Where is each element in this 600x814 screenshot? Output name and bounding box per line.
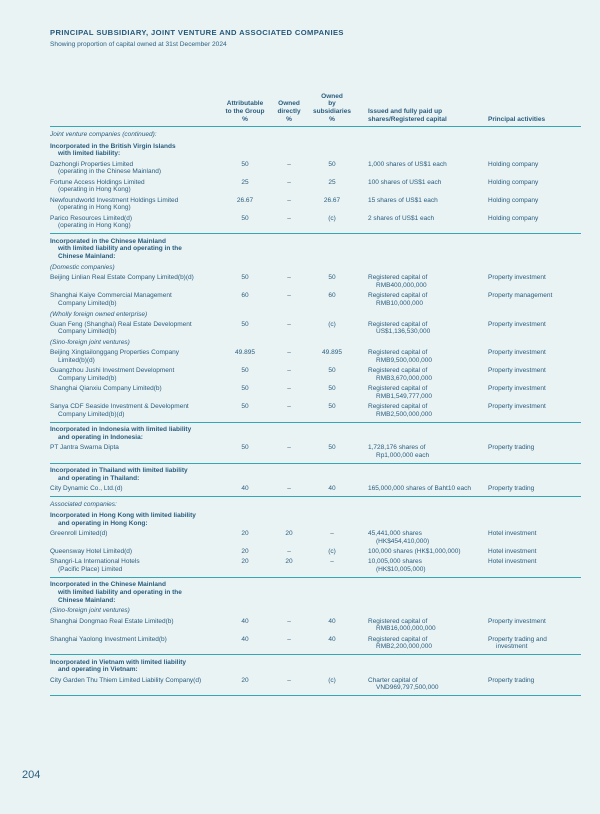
table-row <box>50 215 581 230</box>
text-line: % <box>329 115 335 123</box>
incorporation-section-heading <box>50 512 581 528</box>
table-row <box>50 548 581 556</box>
text-line: Registered capital of <box>368 367 428 375</box>
principal-activity <box>488 349 581 364</box>
section-divider-rule <box>50 463 581 464</box>
text-line: Registered capital of <box>368 635 428 643</box>
attributable-percent: 50 <box>241 367 249 375</box>
text-line: Holding company <box>488 160 539 168</box>
text-line: RMB9,500,000,000 <box>376 357 433 365</box>
attributable-percent: 50 <box>241 320 249 328</box>
owned-directly-percent: 20 <box>285 529 293 537</box>
text-line: 1,728,176 shares of <box>368 444 426 452</box>
owned-by-subsidiaries-percent: 40 <box>328 635 336 643</box>
issued-capital <box>356 367 488 382</box>
text-line: Incorporated in Thailand with limited liability <box>50 467 188 475</box>
issued-capital <box>356 677 488 692</box>
owned-directly-percent: – <box>287 635 291 643</box>
page-number: 204 <box>22 769 41 781</box>
company-name <box>50 636 220 651</box>
text-line: Property investment <box>488 320 546 328</box>
principal-activity <box>488 179 581 194</box>
text-line: City Dynamic Co., Ltd.(d) <box>50 485 123 493</box>
text-line: RMB1,549,777,000 <box>376 393 433 401</box>
text-line: Property trading <box>488 444 535 452</box>
owned-directly-percent: – <box>287 349 291 357</box>
incorporation-section-heading <box>50 581 581 604</box>
text-line: and operating in Hong Kong: <box>58 519 148 527</box>
owned-by-subsidiaries-percent: 25 <box>328 178 336 186</box>
owned-directly-percent: – <box>287 320 291 328</box>
text-line: Chinese Mainland: <box>58 596 116 604</box>
owned-directly-percent: – <box>287 676 291 684</box>
text-line: 100 shares of US$1 each <box>368 178 442 186</box>
company-name <box>50 321 220 336</box>
issued-capital <box>356 636 488 651</box>
table-row <box>50 403 581 418</box>
text-line: Fortune Access Holdings Limited <box>50 178 145 186</box>
table-row <box>50 530 581 545</box>
text-line: and operating in Vietnam: <box>58 666 138 674</box>
issued-capital <box>356 321 488 336</box>
text-line: and operating in Indonesia: <box>58 434 143 442</box>
table-body <box>50 131 581 696</box>
principal-activity <box>488 403 581 418</box>
text-line: Company Limited(b)(d) <box>58 411 125 419</box>
principal-activity <box>488 367 581 382</box>
text-line: with limited liability and operating in the <box>58 245 182 253</box>
text-line: Property trading <box>488 676 535 684</box>
section-divider-rule <box>50 422 581 423</box>
text-line: 1,000 shares of US$1 each <box>368 160 447 168</box>
issued-capital <box>356 558 488 573</box>
principal-activity <box>488 274 581 289</box>
text-line: Newfoundworld Investment Holdings Limited <box>50 196 179 204</box>
header-owned-directly <box>270 100 308 123</box>
attributable-percent: 25 <box>241 178 249 186</box>
text-line: US$1,136,530,000 <box>376 328 431 336</box>
text-line: Dazhongli Properties Limited <box>50 160 134 168</box>
owned-directly-percent: – <box>287 178 291 186</box>
company-name <box>50 179 220 194</box>
owned-by-subsidiaries-percent: 26.67 <box>323 196 341 204</box>
issued-capital <box>356 485 488 493</box>
owned-directly-percent: – <box>287 547 291 555</box>
text-line: Rp1,000,000 each <box>376 452 430 460</box>
attributable-percent: 40 <box>241 485 249 493</box>
text-line: PT Jantra Swarna Dipta <box>50 444 119 452</box>
text-line: Issued and fully paid up <box>368 107 443 115</box>
owned-directly-percent: – <box>287 403 291 411</box>
text-line: Registered capital of <box>368 292 428 300</box>
text-line: and operating in Thailand: <box>58 475 140 483</box>
issued-capital <box>356 618 488 633</box>
text-line: Property trading and <box>488 635 547 643</box>
owned-by-subsidiaries-percent: (c) <box>328 676 336 684</box>
table-row <box>50 321 581 336</box>
table-row <box>50 349 581 364</box>
text-line: Shanghai Kaiye Commercial Management <box>50 292 172 300</box>
text-line: Limited(b)(d) <box>58 357 95 365</box>
text-line: Incorporated in the Chinese Mainland <box>50 237 166 245</box>
attributable-percent: 50 <box>241 274 249 282</box>
text-line: RMB2,500,000,000 <box>376 411 433 419</box>
owned-directly-percent: 20 <box>285 558 293 566</box>
text-line: Registered capital of <box>368 403 428 411</box>
incorporation-section-heading <box>50 659 581 675</box>
principal-activity <box>488 618 581 633</box>
text-line: (HK$10,005,000) <box>376 565 426 573</box>
group-note: (Sino-foreign joint ventures) <box>50 339 130 347</box>
text-line: Greenroll Limited(d) <box>50 529 108 537</box>
table-row <box>50 558 581 573</box>
text-line: Owned <box>321 92 343 100</box>
company-name <box>50 444 220 459</box>
text-line: City Garden Thu Thiem Limited Liability Company(d) <box>50 676 202 684</box>
text-line: (Pacific Place) Limited <box>58 565 123 573</box>
owned-directly-percent: – <box>287 385 291 393</box>
company-name <box>50 292 220 307</box>
text-line: Attributable <box>226 100 264 108</box>
text-line: (operating in Hong Kong) <box>58 222 131 230</box>
principal-activity <box>488 444 581 459</box>
page-title: PRINCIPAL SUBSIDIARY, JOINT VENTURE AND ASSOCIATED COMPANIES <box>50 28 344 37</box>
owned-directly-percent: – <box>287 485 291 493</box>
text-line: Shanghai Qianxiu Company Limited(b) <box>50 385 162 393</box>
principal-activity <box>488 485 581 493</box>
attributable-percent: 26.67 <box>236 196 254 204</box>
header-issued-capital <box>356 108 488 123</box>
text-line: Shangri-La International Hotels <box>50 558 140 566</box>
attributable-percent: 40 <box>241 617 249 625</box>
owned-by-subsidiaries-percent: – <box>330 558 334 566</box>
issued-capital <box>356 548 488 556</box>
table-row <box>50 636 581 651</box>
table-row <box>50 485 581 493</box>
text-line: RMB2,200,000,000 <box>376 643 433 651</box>
text-line: Registered capital of <box>368 617 428 625</box>
company-name <box>50 215 220 230</box>
text-line: Chinese Mainland: <box>58 253 116 261</box>
owned-directly-percent: – <box>287 214 291 222</box>
text-line: Queensway Hotel Limited(d) <box>50 547 133 555</box>
principal-activity <box>488 558 581 573</box>
table-row <box>50 161 581 176</box>
report-page <box>50 28 581 700</box>
text-line: Hotel investment <box>488 547 537 555</box>
owned-by-subsidiaries-percent: 50 <box>328 403 336 411</box>
principal-activity <box>488 292 581 307</box>
owned-directly-percent: – <box>287 274 291 282</box>
company-name <box>50 558 220 573</box>
header-attributable-to-group <box>220 100 270 123</box>
company-name <box>50 197 220 212</box>
owned-by-subsidiaries-percent: 49.895 <box>322 349 342 357</box>
company-name <box>50 548 220 556</box>
attributable-percent: 50 <box>241 160 249 168</box>
text-line: RMB10,000,000 <box>376 299 423 307</box>
text-line: Principal activities <box>488 115 546 123</box>
text-line: Hotel investment <box>488 529 537 537</box>
text-line: investment <box>496 643 528 651</box>
table-row <box>50 179 581 194</box>
attributable-percent: 20 <box>241 529 249 537</box>
group-note: (Wholly foreign owned enterprise) <box>50 310 148 318</box>
table-row <box>50 444 581 459</box>
text-line: Sanya CDF Seaside Investment & Development <box>50 403 189 411</box>
text-line: Beijing Xingtailonggang Properties Company <box>50 349 179 357</box>
owned-directly-percent: – <box>287 617 291 625</box>
text-line: Holding company <box>488 196 539 204</box>
text-line: (operating in Hong Kong) <box>58 204 131 212</box>
text-line: to the Group <box>225 107 265 115</box>
text-line: RMB3,670,000,000 <box>376 375 433 383</box>
text-line: VND969,797,500,000 <box>376 684 439 692</box>
text-line: RMB16,000,000,000 <box>376 625 436 633</box>
issued-capital <box>356 530 488 545</box>
principal-activity <box>488 197 581 212</box>
owned-by-subsidiaries-percent: 50 <box>328 160 336 168</box>
issued-capital <box>356 197 488 212</box>
group-note: Associated companies: <box>50 500 117 508</box>
table-row <box>50 677 581 692</box>
company-name <box>50 403 220 418</box>
principal-activity <box>488 636 581 651</box>
incorporation-section-heading <box>50 143 581 159</box>
section-divider-rule <box>50 695 581 696</box>
owned-by-subsidiaries-percent: (c) <box>328 320 336 328</box>
owned-directly-percent: – <box>287 292 291 300</box>
issued-capital <box>356 444 488 459</box>
owned-by-subsidiaries-percent: 50 <box>328 274 336 282</box>
incorporation-section-heading <box>50 238 581 261</box>
text-line: Owned <box>278 100 300 108</box>
text-line: % <box>242 115 248 123</box>
text-line: Property investment <box>488 617 546 625</box>
text-line: Holding company <box>488 178 539 186</box>
table-row <box>50 197 581 212</box>
text-line: (operating in Hong Kong) <box>58 186 131 194</box>
text-line: (HK$454,410,000) <box>376 537 430 545</box>
text-line: Incorporated in the British Virgin Islands <box>50 142 176 150</box>
text-line: with limited liability: <box>58 150 121 158</box>
company-name <box>50 161 220 176</box>
section-divider-rule <box>50 496 581 497</box>
text-line: Property investment <box>488 349 546 357</box>
owned-directly-percent: – <box>287 444 291 452</box>
text-line: Holding company <box>488 214 539 222</box>
text-line: % <box>286 115 292 123</box>
company-name <box>50 485 220 493</box>
text-line: Property investment <box>488 385 546 393</box>
text-line: Shanghai Yaolong Investment Limited(b) <box>50 635 167 643</box>
issued-capital <box>356 179 488 194</box>
owned-directly-percent: – <box>287 196 291 204</box>
header-owned-by-subsidiaries <box>308 93 356 124</box>
owned-by-subsidiaries-percent: 40 <box>328 485 336 493</box>
principal-activity <box>488 321 581 336</box>
company-name <box>50 349 220 364</box>
text-line: RMB400,000,000 <box>376 281 427 289</box>
owned-by-subsidiaries-percent: 60 <box>328 292 336 300</box>
principal-activity <box>488 677 581 692</box>
principal-activity <box>488 548 581 556</box>
text-line: Incorporated in Indonesia with limited liability <box>50 426 192 434</box>
principal-activity <box>488 215 581 230</box>
text-line: 165,000,000 shares of Baht10 each <box>368 485 471 493</box>
incorporation-section-heading <box>50 426 581 442</box>
text-line: Property trading <box>488 485 535 493</box>
company-name <box>50 385 220 400</box>
owned-by-subsidiaries-percent: – <box>330 529 334 537</box>
text-line: 10,005,000 shares <box>368 558 422 566</box>
table-row <box>50 274 581 289</box>
text-line: Company Limited(b) <box>58 299 117 307</box>
text-line: Property investment <box>488 274 546 282</box>
table-row <box>50 367 581 382</box>
issued-capital <box>356 274 488 289</box>
text-line: Registered capital of <box>368 274 428 282</box>
owned-directly-percent: – <box>287 160 291 168</box>
section-divider-rule <box>50 233 581 234</box>
text-line: Incorporated in Vietnam with limited liability <box>50 658 187 666</box>
text-line: with limited liability and operating in the <box>58 588 182 596</box>
company-name <box>50 677 220 692</box>
owned-by-subsidiaries-percent: 40 <box>328 617 336 625</box>
group-note: (Domestic companies) <box>50 263 115 271</box>
company-name <box>50 367 220 382</box>
text-line: shares/Registered capital <box>368 115 447 123</box>
text-line: Guan Feng (Shanghai) Real Estate Development <box>50 320 192 328</box>
table-row <box>50 618 581 633</box>
attributable-percent: 20 <box>241 558 249 566</box>
text-line: 15 shares of US$1 each <box>368 196 438 204</box>
issued-capital <box>356 215 488 230</box>
text-line: 45,441,000 shares <box>368 529 422 537</box>
text-line: subsidiaries <box>313 107 351 115</box>
principal-activity <box>488 161 581 176</box>
principal-activity <box>488 385 581 400</box>
group-note: Joint venture companies (continued): <box>50 131 157 139</box>
table-row <box>50 292 581 307</box>
company-name <box>50 530 220 545</box>
owned-by-subsidiaries-percent: 50 <box>328 444 336 452</box>
text-line: Charter capital of <box>368 676 418 684</box>
text-line: by <box>328 100 336 108</box>
attributable-percent: 40 <box>241 635 249 643</box>
text-line: directly <box>277 107 301 115</box>
owned-by-subsidiaries-percent: 50 <box>328 367 336 375</box>
group-note: (Sino-foreign joint ventures) <box>50 607 130 615</box>
issued-capital <box>356 403 488 418</box>
text-line: (operating in the Chinese Mainland) <box>58 168 161 176</box>
text-line: Company Limited(b) <box>58 375 117 383</box>
attributable-percent: 49.895 <box>235 349 255 357</box>
text-line: Registered capital of <box>368 320 428 328</box>
text-line: Company Limited(b) <box>58 328 117 336</box>
owned-by-subsidiaries-percent: 50 <box>328 385 336 393</box>
table-column-headers <box>50 93 581 128</box>
text-line: Incorporated in the Chinese Mainland <box>50 581 166 589</box>
principal-activity <box>488 530 581 545</box>
incorporation-section-heading <box>50 467 581 483</box>
text-line: Shanghai Dongmao Real Estate Limited(b) <box>50 617 174 625</box>
issued-capital <box>356 161 488 176</box>
owned-by-subsidiaries-percent: (c) <box>328 547 336 555</box>
attributable-percent: 50 <box>241 214 249 222</box>
owned-by-subsidiaries-percent: (c) <box>328 214 336 222</box>
text-line: 2 shares of US$1 each <box>368 214 435 222</box>
attributable-percent: 50 <box>241 403 249 411</box>
section-divider-rule <box>50 577 581 578</box>
text-line: Incorporated in Hong Kong with limited liability <box>50 511 196 519</box>
attributable-percent: 50 <box>241 385 249 393</box>
issued-capital <box>356 292 488 307</box>
company-name <box>50 274 220 289</box>
page-subtitle: Showing proportion of capital owned at 31st December 2024 <box>50 40 227 48</box>
company-name <box>50 618 220 633</box>
attributable-percent: 20 <box>241 547 249 555</box>
text-line: Registered capital of <box>368 349 428 357</box>
owned-directly-percent: – <box>287 367 291 375</box>
text-line: Property management <box>488 292 553 300</box>
issued-capital <box>356 349 488 364</box>
text-line: Property investment <box>488 367 546 375</box>
text-line: 100,000 shares (HK$1,000,000) <box>368 547 461 555</box>
text-line: Parico Resources Limited(d) <box>50 214 133 222</box>
issued-capital <box>356 385 488 400</box>
text-line: Property investment <box>488 403 546 411</box>
table-row <box>50 385 581 400</box>
text-line: Hotel investment <box>488 558 537 566</box>
attributable-percent: 60 <box>241 292 249 300</box>
header-principal-activities <box>488 116 581 124</box>
text-line: Registered capital of <box>368 385 428 393</box>
section-divider-rule <box>50 654 581 655</box>
attributable-percent: 50 <box>241 444 249 452</box>
text-line: Guangzhou Jushi Investment Development <box>50 367 175 375</box>
text-line: Beijing Linlian Real Estate Company Limited(b)(d) <box>50 274 194 282</box>
attributable-percent: 20 <box>241 676 249 684</box>
